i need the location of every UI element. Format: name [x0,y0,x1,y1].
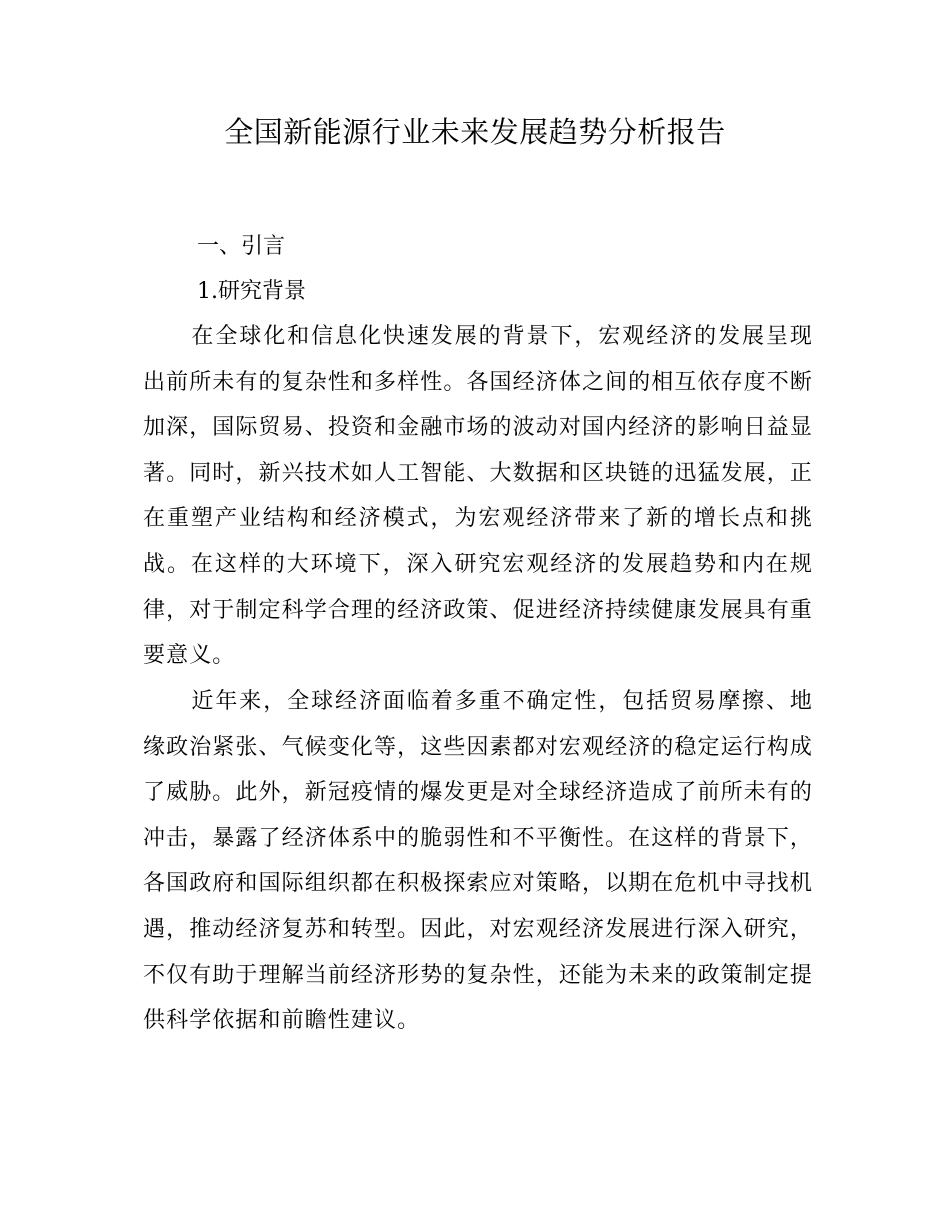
body-paragraph-2: 近年来，全球经济面临着多重不确定性，包括贸易摩擦、地缘政治紧张、气候变化等，这些因素都对宏观经济的稳定运行构成了威胁。此外，新冠疫情的爆发更是对全球经济造成了前所未有的冲击，暴露了经济体系中的脆弱性和不平衡性。在这样的背景下，各国政府和国际组织都在积极探索应对策略，以期在危机中寻找机遇，推动经济复苏和转型。因此，对宏观经济发展进行深入研究，不仅有助于理解当前经济形势的复杂性，还能为未来的政策制定提供科学依据和前瞻性建议。 [143,689,813,1034]
document-title: 全国新能源行业未来发展趋势分析报告 [224,115,726,149]
section-heading: 一、引言 [197,234,286,259]
body-paragraph-1: 在全球化和信息化快速发展的背景下，宏观经济的发展呈现出前所未有的复杂性和多样性。各国经济体之间的相互依存度不断加深，国际贸易、投资和金融市场的波动对国内经济的影响日益显著。同时，新兴技术如人工智能、大数据和区块链的迅猛发展，正在重塑产业结构和经济模式，为宏观经济带来了新的增长点和挑战。在这样的大环境下，深入研究宏观经济的发展趋势和内在规律，对于制定科学合理的经济政策、促进经济持续健康发展具有重要意义。 [143,324,813,669]
subsection-heading: 1.研究背景 [197,279,306,304]
